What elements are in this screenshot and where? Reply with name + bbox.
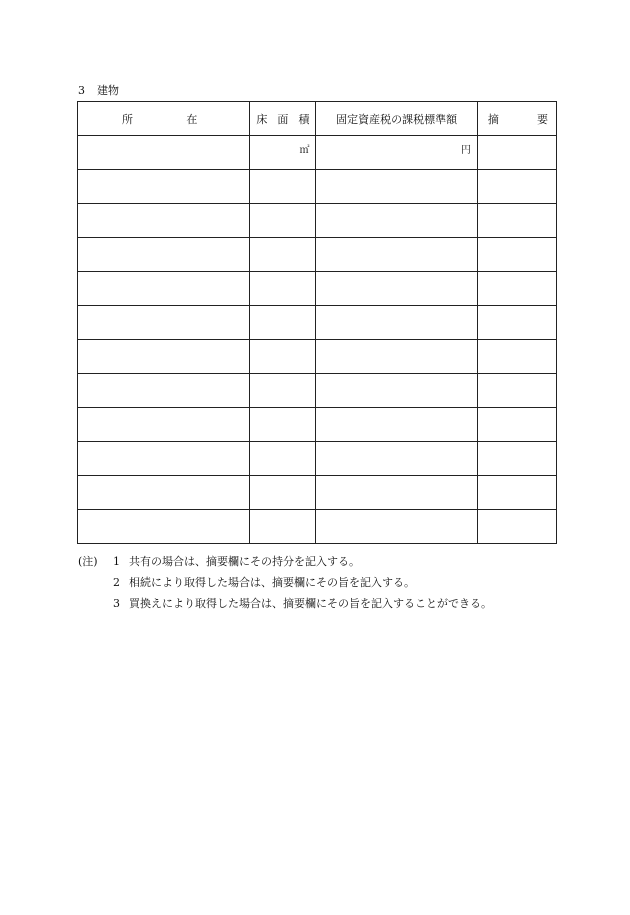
- floor-area-cell[interactable]: [250, 204, 316, 238]
- tax-value-cell[interactable]: [316, 204, 477, 238]
- header-location: 所 在: [78, 102, 250, 136]
- tax-value-cell[interactable]: [316, 510, 477, 544]
- remarks-cell[interactable]: [477, 476, 556, 510]
- tax-value-cell[interactable]: [316, 136, 477, 170]
- floor-area-cell[interactable]: [250, 510, 316, 544]
- remarks-cell[interactable]: [477, 374, 556, 408]
- location-cell[interactable]: [78, 340, 250, 374]
- location-cell[interactable]: [78, 136, 250, 170]
- location-cell[interactable]: [78, 442, 250, 476]
- location-cell[interactable]: [78, 170, 250, 204]
- remarks-cell[interactable]: [477, 204, 556, 238]
- location-cell[interactable]: [78, 408, 250, 442]
- note-number: 1: [113, 555, 120, 568]
- note-text: 相続により取得した場合は、摘要欄にその旨を記入する。: [129, 576, 415, 589]
- tax-value-cell[interactable]: [316, 408, 477, 442]
- remarks-cell[interactable]: [477, 408, 556, 442]
- floor-area-cell[interactable]: [250, 476, 316, 510]
- remarks-cell[interactable]: [477, 442, 556, 476]
- location-cell[interactable]: [78, 374, 250, 408]
- table-row: [78, 476, 557, 510]
- section-heading: 建物: [97, 84, 119, 97]
- remarks-cell[interactable]: [477, 170, 556, 204]
- floor-area-cell[interactable]: [250, 136, 316, 170]
- remarks-cell[interactable]: [477, 136, 556, 170]
- tax-value-cell[interactable]: [316, 476, 477, 510]
- tax-value-cell[interactable]: [316, 442, 477, 476]
- location-cell[interactable]: [78, 272, 250, 306]
- tax-value-cell[interactable]: [316, 272, 477, 306]
- floor-area-cell[interactable]: [250, 408, 316, 442]
- table-row: [78, 340, 557, 374]
- tax-value-cell[interactable]: [316, 374, 477, 408]
- remarks-cell[interactable]: [477, 340, 556, 374]
- floor-area-cell[interactable]: [250, 272, 316, 306]
- table-row: [78, 272, 557, 306]
- remarks-cell[interactable]: [477, 306, 556, 340]
- tax-value-cell[interactable]: [316, 238, 477, 272]
- tax-value-cell[interactable]: [316, 340, 477, 374]
- table-row: [78, 510, 557, 544]
- table-row: [78, 442, 557, 476]
- note-text: 買換えにより取得した場合は、摘要欄にその旨を記入することができる。: [129, 597, 492, 610]
- notes-prefix: (注): [78, 555, 98, 568]
- note-number: 3: [113, 597, 120, 610]
- location-cell[interactable]: [78, 204, 250, 238]
- location-cell[interactable]: [78, 510, 250, 544]
- table-row: [78, 170, 557, 204]
- tax-value-unit: 円: [460, 145, 471, 156]
- header-tax-value: 固定資産税の課税標準額: [316, 102, 477, 136]
- tax-value-cell[interactable]: [316, 306, 477, 340]
- table-row: [78, 136, 557, 170]
- table-row: [78, 306, 557, 340]
- floor-area-cell[interactable]: [250, 340, 316, 374]
- floor-area-cell[interactable]: [250, 238, 316, 272]
- table-row: [78, 204, 557, 238]
- location-cell[interactable]: [78, 476, 250, 510]
- building-table: [77, 101, 557, 544]
- header-remarks: 摘 要: [477, 102, 556, 136]
- floor-area-unit: ㎡: [299, 145, 310, 156]
- note-text: 共有の場合は、摘要欄にその持分を記入する。: [129, 555, 360, 568]
- remarks-cell[interactable]: [477, 510, 556, 544]
- header-row: [78, 102, 557, 136]
- note-number: 2: [113, 576, 120, 589]
- table-row: [78, 238, 557, 272]
- floor-area-cell[interactable]: [250, 442, 316, 476]
- section-number: 3: [78, 84, 85, 97]
- remarks-cell[interactable]: [477, 272, 556, 306]
- location-cell[interactable]: [78, 306, 250, 340]
- location-cell[interactable]: [78, 238, 250, 272]
- table-row: [78, 374, 557, 408]
- table-row: [78, 408, 557, 442]
- section-title: [78, 84, 119, 98]
- floor-area-cell[interactable]: [250, 374, 316, 408]
- remarks-cell[interactable]: [477, 238, 556, 272]
- header-floor-area: 床 面 積: [250, 102, 316, 136]
- floor-area-cell[interactable]: [250, 306, 316, 340]
- tax-value-cell[interactable]: [316, 170, 477, 204]
- floor-area-cell[interactable]: [250, 170, 316, 204]
